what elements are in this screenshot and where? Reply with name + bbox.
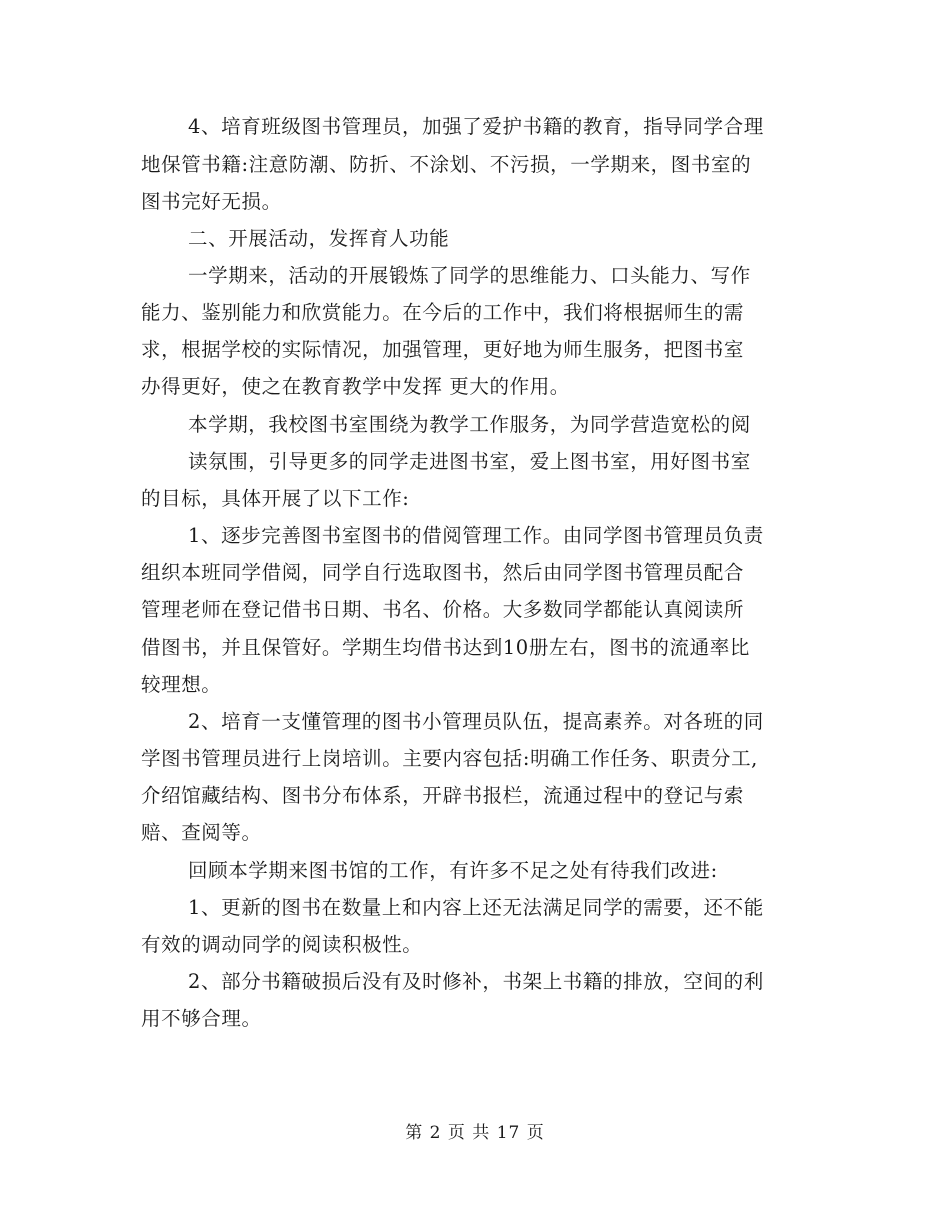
section-heading: 二、开展活动，发挥育人功能 (188, 227, 450, 250)
text-line: 赔、查阅等。 (141, 821, 262, 844)
text-line: 2、部分书籍破损后没有及时修补，书架上书籍的排放，空间的利 (188, 970, 764, 993)
text-line: 能力、鉴别能力和欣赏能力。在今后的工作中，我们将根据师生的需 (141, 301, 745, 324)
text-line: 有效的调动同学的阅读积极性。 (141, 933, 423, 956)
text-line: 办得更好，使之在教育教学中发挥 更大的作用。 (141, 375, 570, 398)
text-line: 回顾本学期来图书馆的工作，有许多不足之处有待我们改进: (188, 859, 718, 882)
text-line: 4、培育班级图书管理员，加强了爱护书籍的教育，指导同学合理 (188, 115, 764, 138)
page-number-footer: 第 2 页 共 17 页 (405, 1123, 545, 1143)
text-line: 求，根据学校的实际情况，加强管理，更好地为师生服务，把图书室 (141, 338, 745, 361)
text-line: 学图书管理员进行上岗培训。主要内容包括:明确工作任务、职责分工, (141, 747, 758, 770)
text-line: 借图书，并且保管好。学期生均借书达到10册左右，图书的流通率比 (141, 636, 750, 659)
text-line: 图书完好无损。 (141, 190, 282, 213)
text-line: 1、逐步完善图书室图书的借阅管理工作。由同学图书管理员负责 (188, 524, 764, 547)
text-line: 的目标，具体开展了以下工作: (141, 487, 410, 510)
text-line: 1、更新的图书在数量上和内容上还无法满足同学的需要，还不能 (188, 896, 764, 919)
text-line: 地保管书籍:注意防潮、防折、不涂划、不污损，一学期来，图书室的 (141, 153, 752, 176)
text-line: 较理想。 (141, 673, 222, 696)
text-line: 一学期来，活动的开展锻炼了同学的思维能力、口头能力、写作 (188, 264, 751, 287)
text-line: 读氛围，引导更多的同学走进图书室，爱上图书室，用好图书室 (188, 450, 751, 473)
text-line: 本学期，我校图书室围绕为教学工作服务，为同学营造宽松的阅 (188, 413, 751, 436)
text-line: 2、培育一支懂管理的图书小管理员队伍，提高素养。对各班的同 (188, 710, 764, 733)
text-line: 管理老师在登记借书日期、书名、价格。大多数同学都能认真阅读所 (141, 598, 745, 621)
text-line: 介绍馆藏结构、图书分布体系，开辟书报栏，流通过程中的登记与索 (141, 784, 745, 807)
text-line: 组织本班同学借阅，同学自行选取图书，然后由同学图书管理员配合 (141, 561, 745, 584)
text-line: 用不够合理。 (141, 1007, 262, 1030)
